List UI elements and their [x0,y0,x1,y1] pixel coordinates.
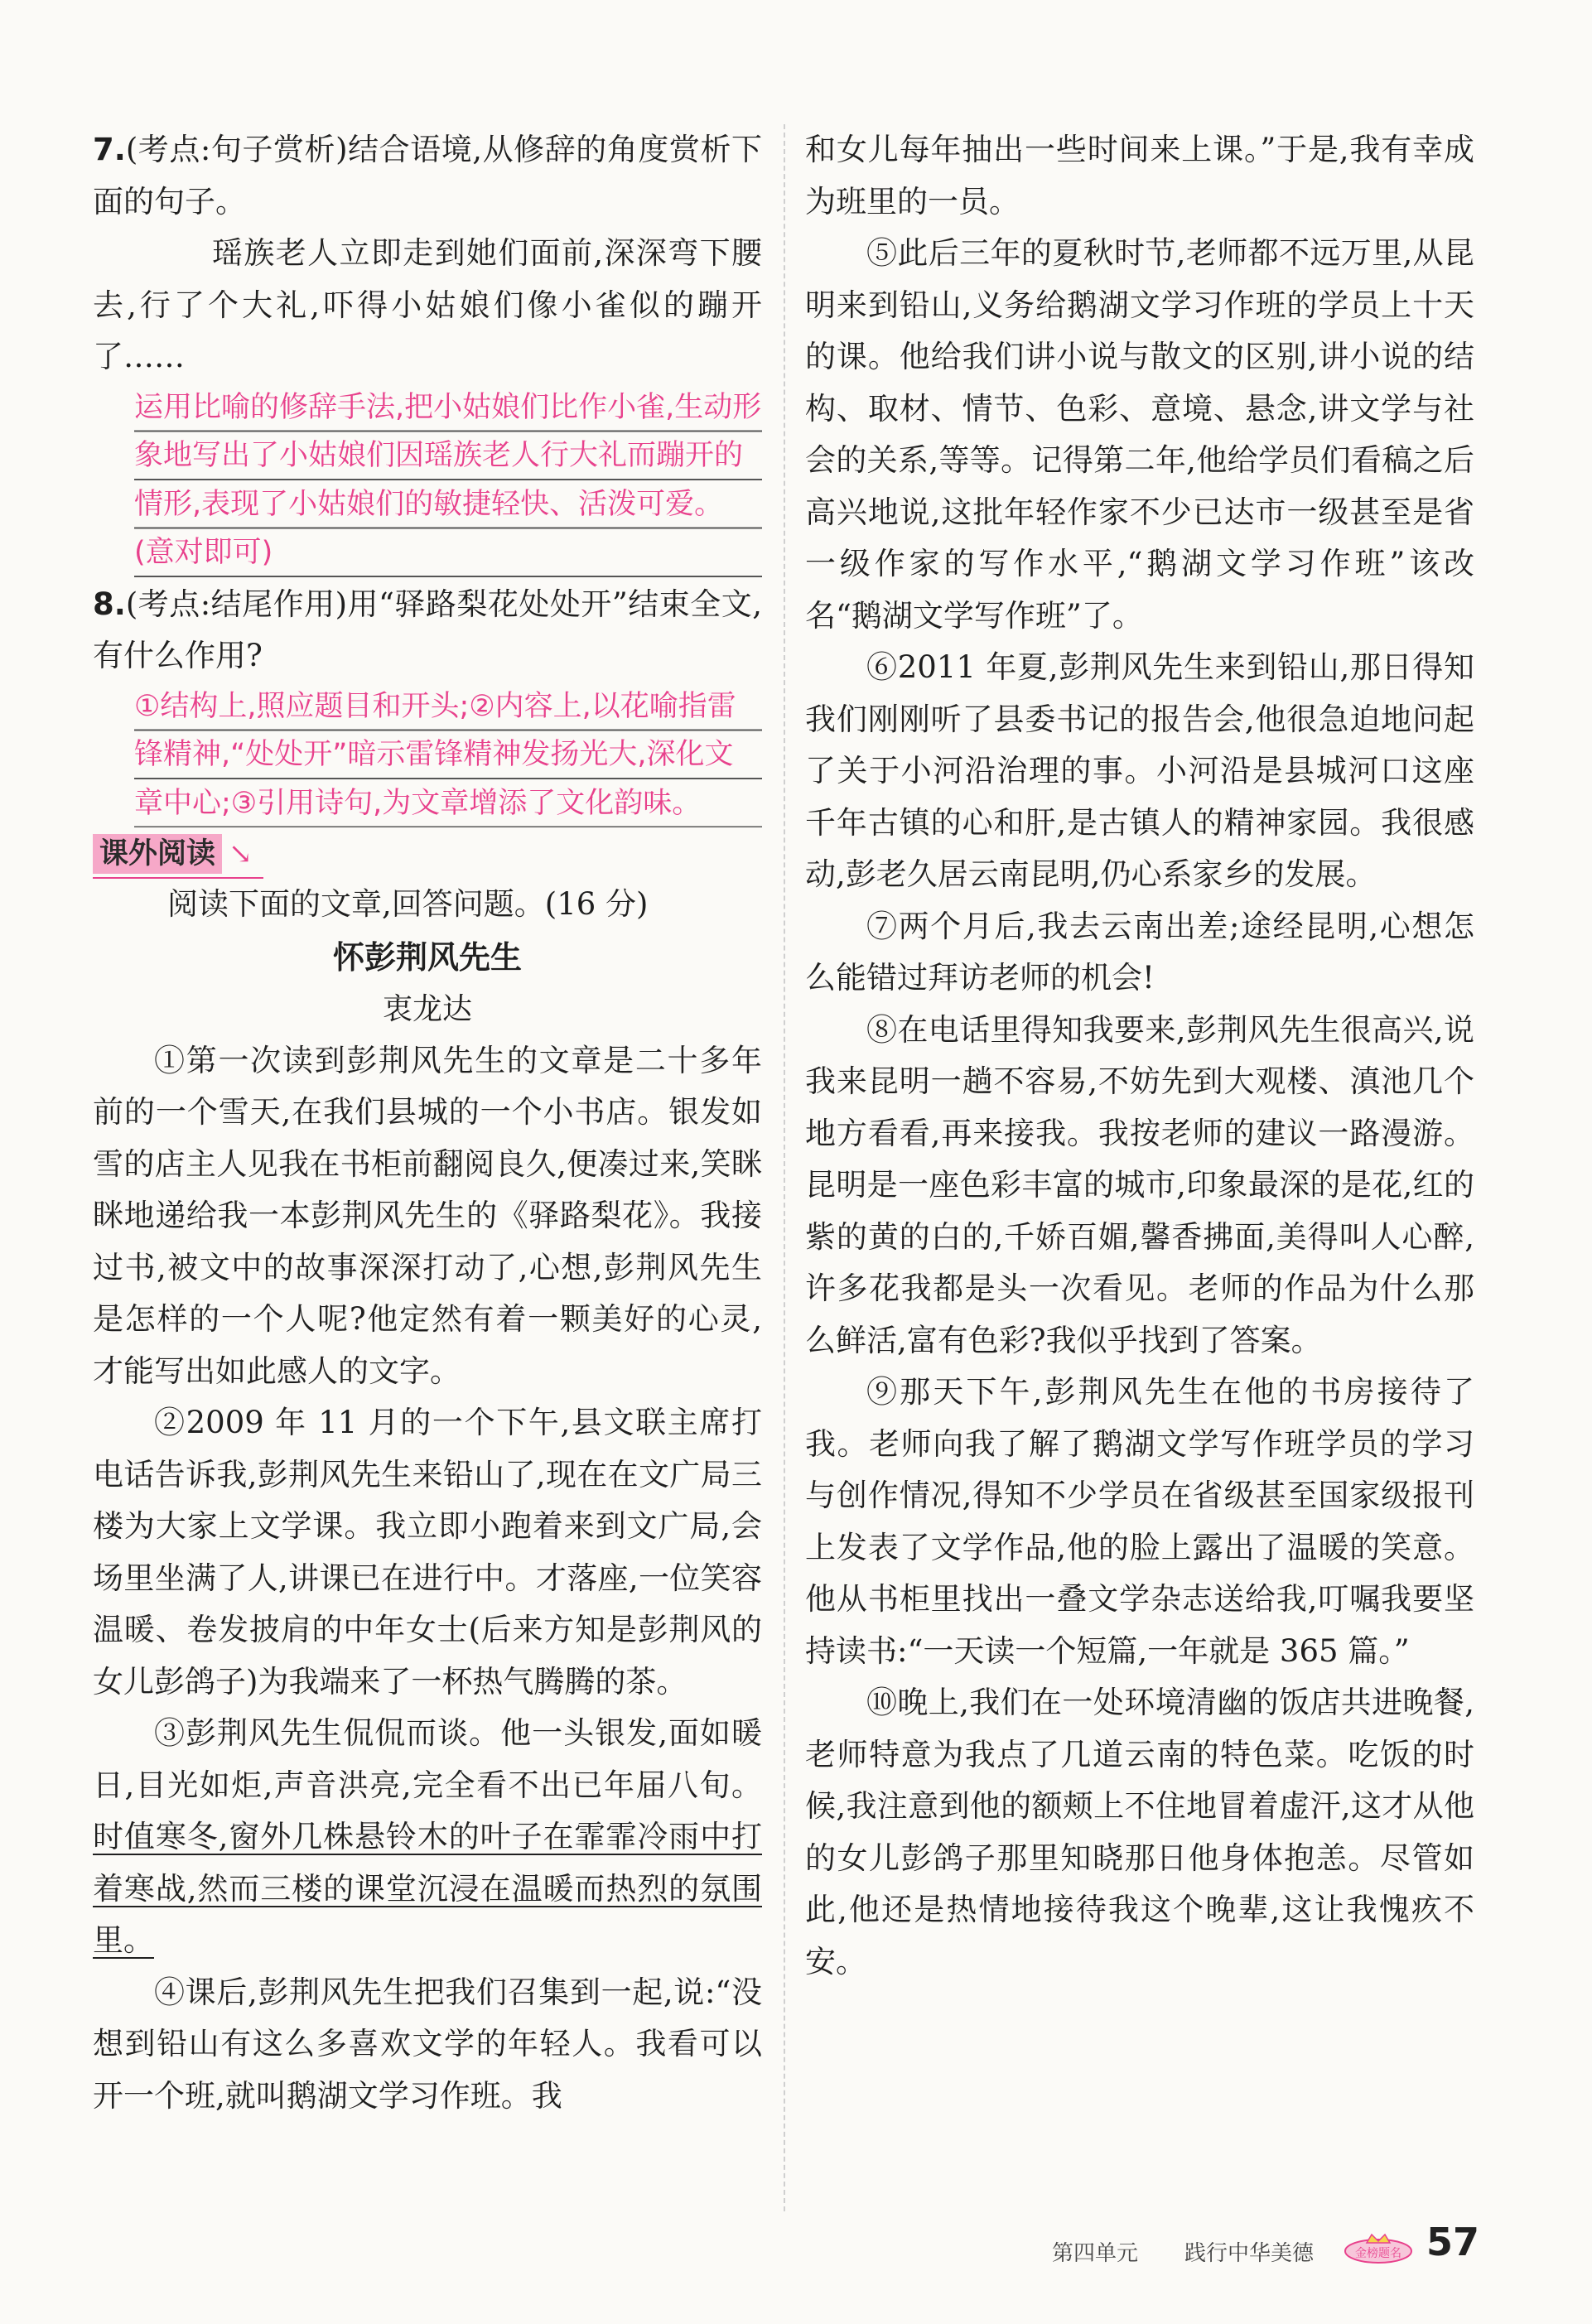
q8-answer: ①结构上,照应题目和开头;②内容上,以花喻指雷锋精神,“处处开”暗示雷锋精神发扬光大,深化文章中心;③引用诗句,为文章增添了文化韵味。 [134,682,762,828]
section-tag: 课外阅读 [93,834,222,874]
paragraph-4: ④课后,彭荆风先生把我们召集到一起,说:“没想到铅山有这么多喜欢文学的年轻人。我看可以开一个班,就叫鹅湖文学习作班。我 [93,1974,762,2114]
right-column [805,124,1474,1988]
left-column [93,124,762,2122]
article-title: 怀彭荆风先生 [332,938,522,976]
paragraph-5: ⑤此后三年的夏秋时节,老师都不远万里,从昆明来到铅山,义务给鹅湖文学习作班的学员上十天的课。他给我们讲小说与散文的区别,讲小说的结构、取材、情节、色彩、意境、悬念,讲文学与社会的关系,等等。记得第二年,他给学员们看稿之后高兴地说,这批年轻作家不少已达市一级甚至是省一级作家的写作水平,“鹅湖文学习作班”该改名“鹅湖文学写作班”了。 [805,235,1474,634]
q7-number: 7. [93,132,126,167]
paragraph-9: ⑨那天下午,彭荆风先生在他的书房接待了我。老师向我了解了鹅湖文学写作班学员的学习与创作情况,得知不少学员在省级甚至国家级报刊上发表了文学作品,他的脸上露出了温暖的笑意。他从书柜里找出一叠文学杂志送给我,叮嘱我要坚持读书:“一天读一个短篇,一年就是 365 篇。” [805,1374,1474,1669]
q7-answer: 运用比喻的修辞手法,把小姑娘们比作小雀,生动形象地写出了小姑娘们因瑶族老人行大礼而蹦开的情形,表现了小姑娘们的敏捷轻快、活泼可爱。(意对即可) [134,383,762,577]
underlined-sentence: 时值寒冬,窗外几株悬铃木的叶子在霏霏冷雨中打着寒战,然而三楼的课堂沉浸在温暖而热烈的氛围里。 [93,1819,762,1958]
paragraph-10: ⑩晚上,我们在一处环境清幽的饭店共进晚餐,老师特意为我点了几道云南的特色菜。吃饭的时候,我注意到他的额颊上不住地冒着虚汗,这才从他的女儿彭鸽子那里知晓那日他身体抱恙。尽管如此,他还是热情地接待我这个晚辈,这让我愧疚不安。 [805,1685,1474,1979]
paragraph-2: ②2009 年 11 月的一个下午,县文联主席打电话告诉我,彭荆风先生来铅山了,现在在文广局三楼为大家上文学课。我立即小跑着来到文广局,会场里坐满了人,讲课已在进行中。才落座,一位笑容温暖、卷发披肩的中年女士(后来方知是彭荆风的女儿彭鸽子)为我端来了一杯热气腾腾的茶。 [93,1405,762,1700]
paragraph-6: ⑥2011 年夏,彭荆风先生来到铅山,那日得知我们刚刚听了县委书记的报告会,他很急迫地问起了关于小河沿治理的事。小河沿是县城河口这座千年古镇的心和肝,是古镇人的精神家园。我很感动,彭老久居云南昆明,仍心系家乡的发展。 [805,649,1474,892]
badge-text: 金榜题名 [1355,2247,1401,2260]
column-divider [784,124,785,2211]
badge-logo-icon [1344,2231,1413,2268]
q7-prompt-text: (考点:句子赏析)结合语境,从修辞的角度赏析下面的句子。 [93,132,762,219]
unit-theme: 践行中华美德 [1184,2241,1315,2266]
q8-number: 8. [93,586,126,622]
paragraph-8: ⑧在电话里得知我要来,彭荆风先生很高兴,说我来昆明一趟不容易,不妨先到大观楼、滇池几个地方看看,再来接我。我按老师的建议一路漫游。昆明是一座色彩丰富的城市,印象最深的是花,红的紫的黄的白的,千娇百媚,馨香拂面,美得叫人心醉,许多花我都是头一次看见。老师的作品为什么那么鲜活,富有色彩?我似乎找到了答案。 [805,1011,1474,1358]
paragraph-7: ⑦两个月后,我去云南出差;途经昆明,心想怎么能错过拜访老师的机会! [805,908,1474,996]
page-number: 57 [1426,2220,1480,2264]
paragraph-3-text: ③彭荆风先生侃侃而谈。他一头银发,面如暖日,目光如炬,声音洪亮,完全看不出已年届八旬。 [93,1715,762,1803]
arrow-icon: ↘ [229,837,253,870]
article-author: 衷龙达 [382,991,472,1026]
paragraph-3 [93,1708,762,1967]
paragraph-4-continued: 和女儿每年抽出一些时间来上课。”于是,我有幸成为班里的一员。 [805,132,1474,219]
reading-instructions: 阅读下面的文章,回答问题。(16 分) [167,886,649,922]
paragraph-1: ①第一次读到彭荆风先生的文章是二十多年前的一个雪天,在我们县城的一个小书店。银发如雪的店主人见我在书柜前翻阅良久,便凑过来,笑眯眯地递给我一本彭荆风先生的《驿路梨花》。我接过书,被文中的故事深深打动了,心想,彭荆风先生是怎样的一个人呢?他定然有着一颗美好的心灵,才能写出如此感人的文字。 [93,1042,762,1389]
section-header [93,827,762,879]
q8-prompt [93,579,762,682]
q7-quote: 瑶族老人立即走到她们面前,深深弯下腰去,行了个大礼,吓得小姑娘们像小雀似的蹦开了…… [93,235,762,374]
page-footer [1052,2220,1516,2269]
unit-label: 第四单元 [1052,2241,1139,2266]
q8-prompt-text: (考点:结尾作用)用“驿路梨花处处开”结束全文,有什么作用? [93,586,762,673]
q7-prompt [93,124,762,228]
